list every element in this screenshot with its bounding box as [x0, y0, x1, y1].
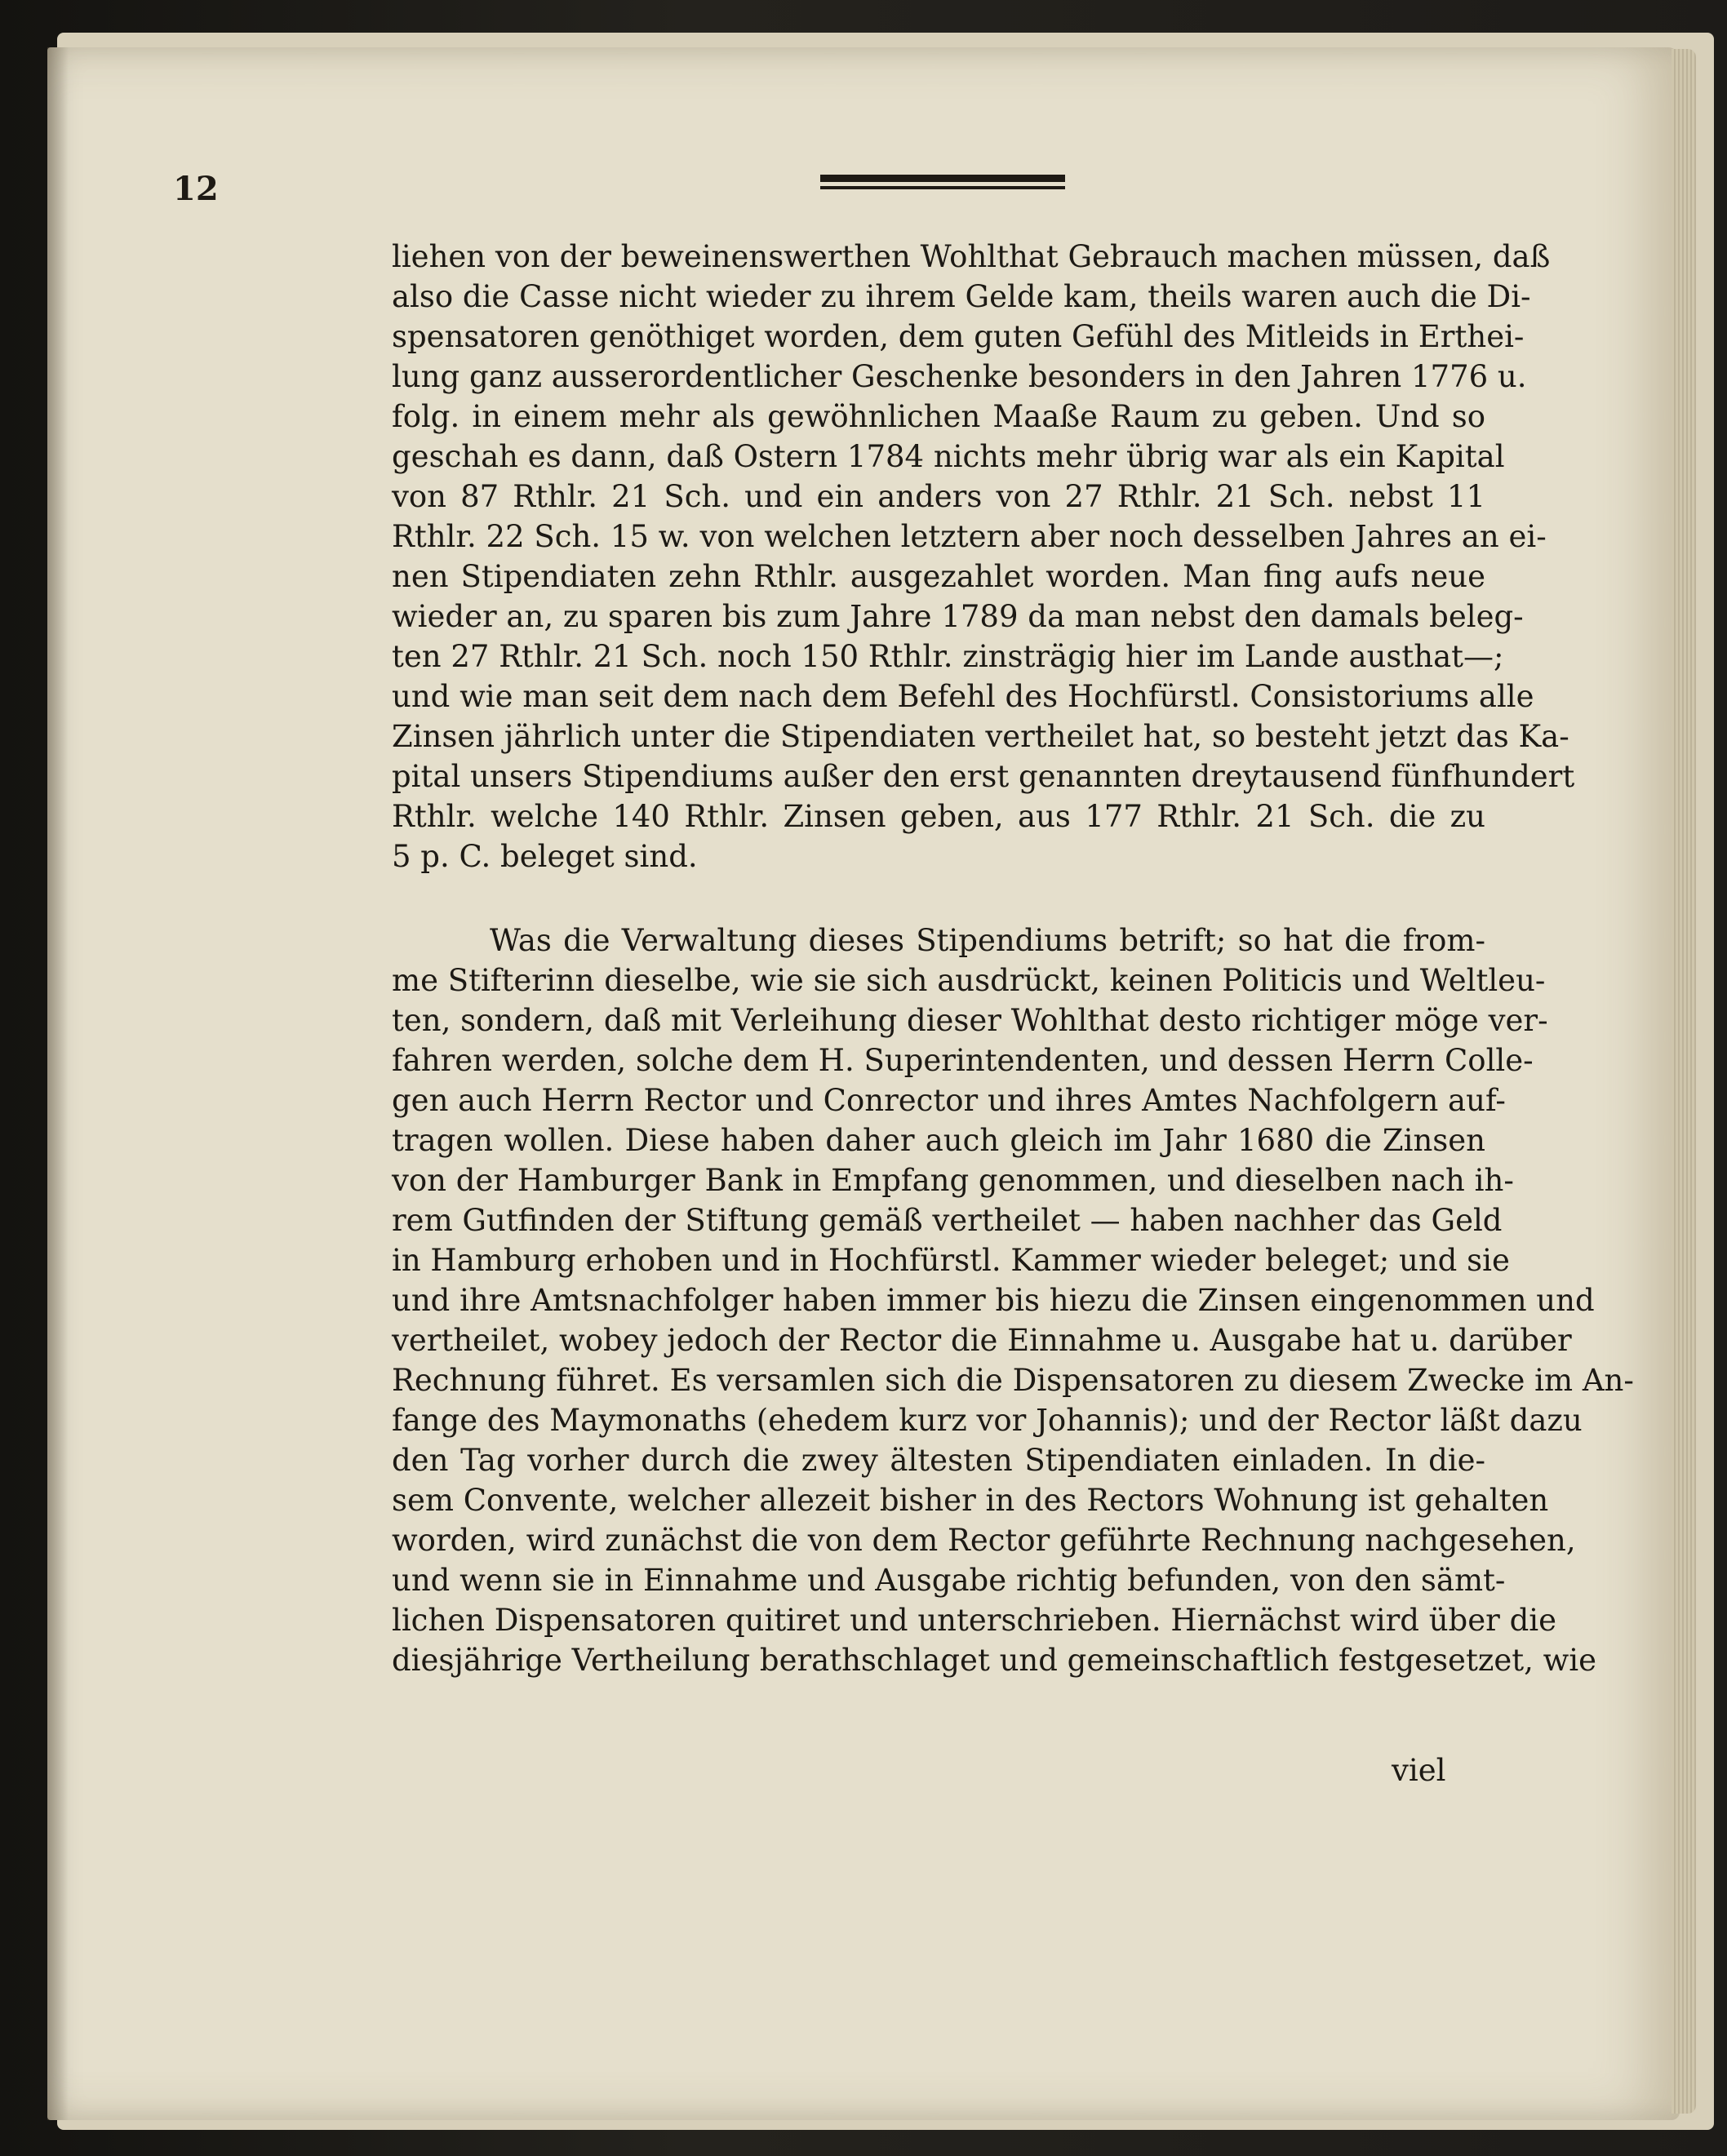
text-line: spensatoren genöthiget worden, dem guten Gefühl des Mitleids in Erthei-	[392, 319, 1525, 354]
text-line: me Stifterinn dieselbe, wie sie sich ausdrückt, keinen Politicis und Weltleu-	[392, 963, 1546, 998]
text-line: rem Gutfinden der Stiftung gemäß vertheilet — haben nachher das Geld	[392, 1203, 1503, 1238]
text-line: liehen von der beweinenswerthen Wohlthat Gebrauch machen müssen, daß	[392, 239, 1551, 274]
text-line: Rechnung führet. Es versamlen sich die Dispensatoren zu diesem Zwecke im An-	[392, 1363, 1634, 1398]
text-line: Rthlr. 22 Sch. 15 w. von welchen letztern aber noch desselben Jahres an ei-	[392, 519, 1547, 554]
text-line: pital unsers Stipendiums außer den erst genannten dreytausend fünfhundert	[392, 759, 1575, 794]
text-line: also die Casse nicht wieder zu ihrem Gelde kam, theils waren auch die Di-	[392, 279, 1531, 314]
header-rule	[820, 175, 1065, 194]
paragraph	[392, 237, 1575, 876]
text-line: worden, wird zunächst die von dem Rector geführte Rechnung nachgesehen,	[392, 1523, 1576, 1558]
text-line: ten 27 Rthlr. 21 Sch. noch 150 Rthlr. zinsträgig hier im Lande austhat—;	[392, 639, 1504, 674]
text-line: ten, sondern, daß mit Verleihung dieser Wohlthat desto richtiger möge ver-	[392, 1003, 1548, 1038]
text-line: Rthlr. welche 140 Rthlr. Zinsen geben, aus 177 Rthlr. 21 Sch. die zu	[392, 799, 1485, 834]
text-line: in Hamburg erhoben und in Hochfürstl. Kammer wieder beleget; und sie	[392, 1243, 1510, 1278]
text-line: sem Convente, welcher allezeit bisher in des Rectors Wohnung ist gehalten	[392, 1483, 1549, 1518]
paragraph	[392, 921, 1634, 1680]
text-line: folg. in einem mehr als gewöhnlichen Maaße Raum zu geben. Und so	[392, 399, 1485, 434]
page-edges	[1672, 49, 1696, 2114]
text-line: von 87 Rthlr. 21 Sch. und ein anders von 27 Rthlr. 21 Sch. nebst 11	[392, 479, 1485, 514]
text-line: diesjährige Vertheilung berathschlaget und gemeinschaftlich festgesetzet, wie	[392, 1643, 1597, 1678]
body-text	[392, 237, 1634, 1680]
text-line: und ihre Amtsnachfolger haben immer bis hiezu die Zinsen eingenommen und	[392, 1283, 1595, 1318]
text-line: wieder an, zu sparen bis zum Jahre 1789 da man nebst den damals beleg-	[392, 599, 1524, 634]
text-line: von der Hamburger Bank in Empfang genommen, und dieselben nach ih-	[392, 1163, 1514, 1198]
text-line: vertheilet, wobey jedoch der Rector die Einnahme u. Ausgabe hat u. darüber	[392, 1323, 1572, 1358]
text-line: Was die Verwaltung dieses Stipendiums betrift; so hat die from-	[490, 923, 1485, 958]
text-line: fahren werden, solche dem H. Superintendenten, und dessen Herrn Colle-	[392, 1043, 1534, 1078]
text-line: lung ganz ausserordentlicher Geschenke besonders in den Jahren 1776 u.	[392, 359, 1527, 394]
text-line: und wenn sie in Einnahme und Ausgabe richtig befunden, von den sämt-	[392, 1563, 1506, 1598]
text-line: gen auch Herrn Rector und Conrector und ihres Amtes Nachfolgern auf-	[392, 1083, 1506, 1118]
text-line: tragen wollen. Diese haben daher auch gleich im Jahr 1680 die Zinsen	[392, 1123, 1485, 1158]
catchword: viel	[1392, 1753, 1446, 1788]
paragraph-gap	[392, 876, 1485, 921]
text-line: fange des Maymonaths (ehedem kurz vor Johannis); und der Rector läßt dazu	[392, 1403, 1583, 1438]
page-number: 12	[173, 170, 219, 208]
text-line: 5 p. C. beleget sind.	[392, 839, 698, 874]
text-line: und wie man seit dem nach dem Befehl des Hochfürstl. Consistoriums alle	[392, 679, 1534, 714]
text-line: Zinsen jährlich unter die Stipendiaten vertheilet hat, so besteht jetzt das Ka-	[392, 719, 1569, 754]
text-line: geschah es dann, daß Ostern 1784 nichts mehr übrig war als ein Kapital	[392, 439, 1505, 474]
text-line: nen Stipendiaten zehn Rthlr. ausgezahlet worden. Man fing aufs neue	[392, 559, 1485, 594]
text-line: den Tag vorher durch die zwey ältesten Stipendiaten einladen. In die-	[392, 1443, 1485, 1478]
gutter-shadow	[47, 47, 69, 2120]
text-line: lichen Dispensatoren quitiret und unterschrieben. Hiernächst wird über die	[392, 1603, 1556, 1638]
